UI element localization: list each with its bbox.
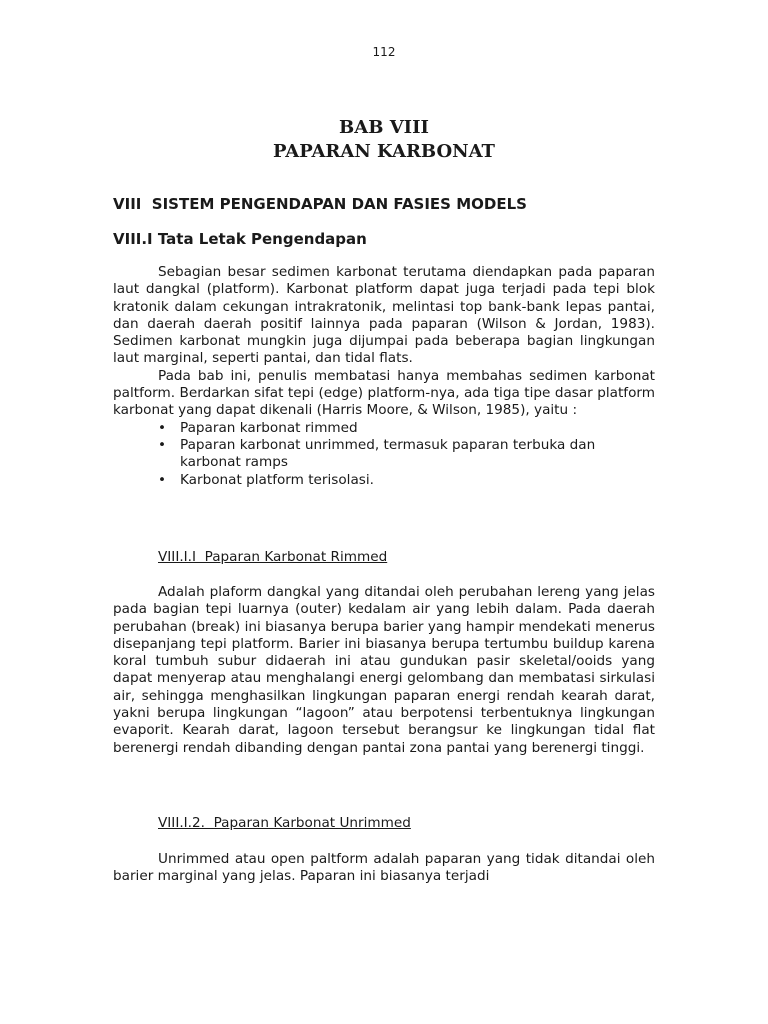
bullet-marker: • [158,471,167,488]
platform-type-list [113,420,655,489]
unrimmed-heading: VIII.I.2. Paparan Karbonat Unrimmed [158,815,411,831]
list-item-text: Paparan karbonat unrimmed, termasuk paparan terbuka dan karbonat ramps [180,436,596,471]
chapter-number: BAB VIII [339,117,429,138]
unrimmed-paragraph: Unrimmed atau open paltform adalah paparan yang tidak ditandai oleh barier marginal yang jelas. Paparan ini biasanya terjadi [113,851,655,885]
chapter-heading [113,116,655,164]
subsection-heading: VIII.I Tata Letak Pengendapan [113,230,367,248]
intro-paragraph-1: Sebagian besar sedimen karbonat terutama diendapkan pada paparan laut dangkal (platform). Karbonat platform dapat juga terjadi pada tepi blok kratonik dalam cekungan intrakratonik, melintasi top bank-bank lepas pantai, dan daerah daerah positif lainnya pada paparan (Wilson & Jordan, 1983). Sedimen karbonat mungkin juga dijumpai pada beberapa bagian lingkungan laut marginal, seperti pantai, dan tidal flats. [113,264,655,367]
rimmed-block [113,584,655,757]
rimmed-heading: VIII.I.I Paparan Karbonat Rimmed [158,549,388,565]
list-item [113,472,655,489]
bullet-marker: • [158,419,167,436]
intro-block [113,264,655,489]
list-item-text: Karbonat platform terisolasi. [180,471,374,488]
intro-paragraph-2: Pada bab ini, penulis membatasi hanya membahas sedimen karbonat paltform. Berdarkan sifat tepi (edge) platform-nya, ada tiga tipe dasar platform karbonat yang dapat dikenali (Harris Moore, & Wilson, 1985), yaitu : [113,367,655,419]
chapter-title: PAPARAN KARBONAT [273,141,495,162]
bullet-marker: • [158,436,167,453]
section-heading: VIII SISTEM PENGENDAPAN DAN FASIES MODELS [113,195,527,213]
list-item [113,420,655,437]
rimmed-paragraph: Adalah plaform dangkal yang ditandai oleh perubahan lereng yang jelas pada bagian tepi luarnya (outer) kedalam air yang lebih dalam. Pada daerah perubahan (break) ini biasanya berupa barier yang hampir mendekati menerus disepanjang tepi platform. Barier ini biasanya berupa tertumbu buildup karena koral tumbuh subur didaerah ini atau gundukan pasir skeletal/ooids yang dapat menyerap atau menghalangi energi gelombang dan membatasi sirkulasi air, sehingga menghasilkan lingkungan paparan energi rendah kearah darat, yakni berupa lingkungan “lagoon” atau berpotensi terbentuknya lingkungan evaporit. Kearah darat, lagoon tersebut berangsur ke lingkungan tidal flat berenergi rendah dibanding dengan pantai zona pantai yang berenergi tinggi. [113,584,655,756]
list-item-text: Paparan karbonat rimmed [180,419,358,436]
unrimmed-block [113,851,655,886]
list-item [113,437,655,472]
page-number: 112 [372,45,396,59]
